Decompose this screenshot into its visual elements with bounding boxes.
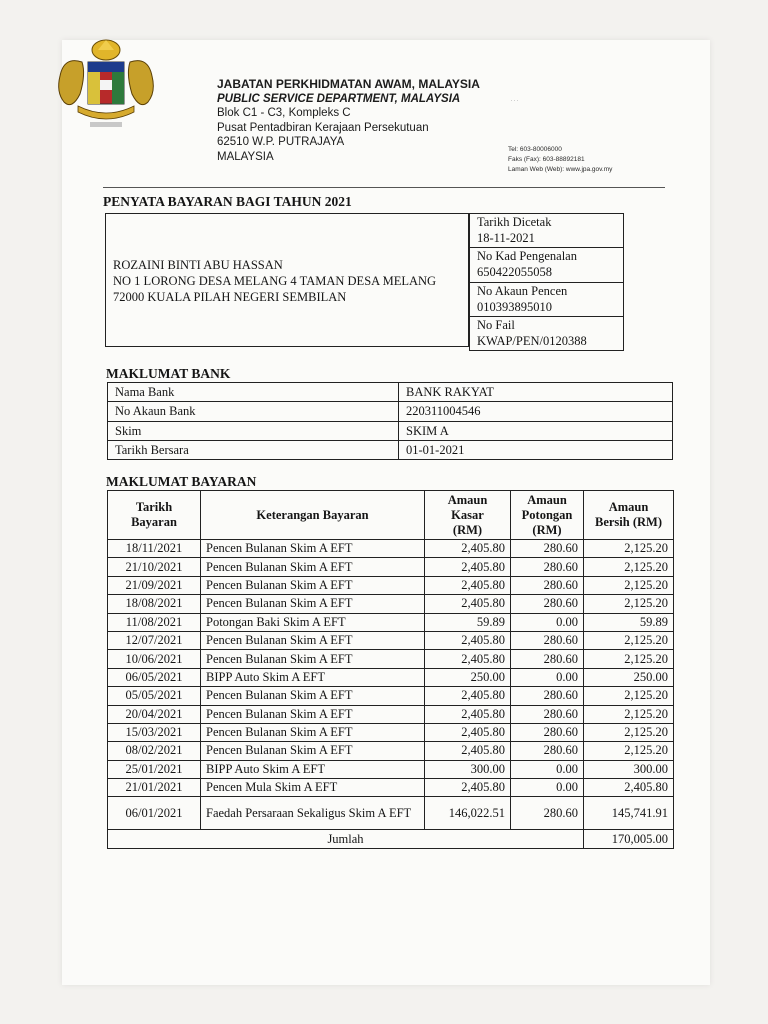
- header-description: Keterangan Bayaran: [201, 491, 425, 540]
- payment-date-cell: 20/04/2021: [108, 705, 201, 723]
- org-name-malay: JABATAN PERKHIDMATAN AWAM, MALAYSIA: [217, 77, 480, 91]
- bank-label: Tarikh Bersara: [108, 440, 399, 459]
- table-row: [108, 797, 674, 830]
- payment-deduction-cell: 0.00: [511, 760, 584, 778]
- table-row: [108, 687, 674, 705]
- payment-description-cell: Pencen Bulanan Skim A EFT: [201, 687, 425, 705]
- table-row: [108, 760, 674, 778]
- bank-info-table: [107, 382, 673, 460]
- payment-date-cell: 10/06/2021: [108, 650, 201, 668]
- organization-header: [217, 77, 480, 164]
- payment-description-cell: Pencen Bulanan Skim A EFT: [201, 650, 425, 668]
- payment-deduction-cell: 280.60: [511, 687, 584, 705]
- payment-description-cell: Pencen Mula Skim A EFT: [201, 779, 425, 797]
- payment-net-cell: 300.00: [584, 760, 674, 778]
- payment-date-cell: 08/02/2021: [108, 742, 201, 760]
- payment-gross-cell: 300.00: [425, 760, 511, 778]
- table-row: [108, 402, 673, 421]
- payment-deduction-cell: 280.60: [511, 742, 584, 760]
- meta-value: 18-11-2021: [477, 230, 535, 245]
- table-row: [108, 705, 674, 723]
- payment-date-cell: 06/01/2021: [108, 797, 201, 830]
- payment-gross-cell: 2,405.80: [425, 650, 511, 668]
- meta-file-number-cell: [470, 317, 624, 351]
- payment-table: [107, 490, 674, 849]
- meta-value: 650422055058: [477, 264, 552, 279]
- payment-gross-cell: 2,405.80: [425, 595, 511, 613]
- payment-description-cell: Pencen Bulanan Skim A EFT: [201, 558, 425, 576]
- payment-net-cell: 2,125.20: [584, 558, 674, 576]
- payment-deduction-cell: 280.60: [511, 797, 584, 830]
- payment-deduction-cell: 280.60: [511, 576, 584, 594]
- meta-label: No Fail: [477, 318, 515, 332]
- table-row: [108, 742, 674, 760]
- table-row: [108, 723, 674, 741]
- table-row: [108, 595, 674, 613]
- faint-bleed-text: ···: [510, 95, 519, 105]
- malaysia-coat-of-arms-icon: [54, 36, 158, 136]
- total-value: 170,005.00: [584, 830, 674, 849]
- bank-value: SKIM A: [399, 421, 673, 440]
- payment-date-cell: 21/09/2021: [108, 576, 201, 594]
- bank-label: Nama Bank: [108, 383, 399, 402]
- payment-gross-cell: 2,405.80: [425, 779, 511, 797]
- payment-net-cell: 2,125.20: [584, 687, 674, 705]
- statement-title: PENYATA BAYARAN BAGI TAHUN 2021: [103, 194, 352, 209]
- org-name-english: PUBLIC SERVICE DEPARTMENT, MALAYSIA: [217, 92, 461, 105]
- payment-gross-cell: 2,405.80: [425, 576, 511, 594]
- payment-date-cell: 11/08/2021: [108, 613, 201, 631]
- payment-date-cell: 06/05/2021: [108, 668, 201, 686]
- meta-label: No Akaun Pencen: [477, 284, 568, 298]
- payment-deduction-cell: 280.60: [511, 650, 584, 668]
- statement-meta-table: [469, 213, 624, 351]
- bank-value: 01-01-2021: [399, 440, 673, 459]
- payment-gross-cell: 2,405.80: [425, 742, 511, 760]
- payment-description-cell: Pencen Bulanan Skim A EFT: [201, 540, 425, 558]
- table-row: [108, 668, 674, 686]
- payment-description-cell: Faedah Persaraan Sekaligus Skim A EFT: [201, 797, 425, 830]
- org-fax: Faks (Fax): 603-88892181: [508, 156, 585, 163]
- payment-description-cell: Pencen Bulanan Skim A EFT: [201, 595, 425, 613]
- payment-description-cell: Pencen Bulanan Skim A EFT: [201, 742, 425, 760]
- payment-date-cell: 21/10/2021: [108, 558, 201, 576]
- bank-label: No Akaun Bank: [108, 402, 399, 421]
- payment-date-cell: 21/01/2021: [108, 779, 201, 797]
- org-address-line: Blok C1 - C3, Kompleks C: [217, 107, 351, 119]
- payment-deduction-cell: 280.60: [511, 705, 584, 723]
- payment-gross-cell: 2,405.80: [425, 631, 511, 649]
- payment-deduction-cell: 0.00: [511, 779, 584, 797]
- org-address-line: MALAYSIA: [217, 150, 274, 163]
- payment-date-cell: 18/11/2021: [108, 540, 201, 558]
- payment-description-cell: Pencen Bulanan Skim A EFT: [201, 723, 425, 741]
- bank-value: 220311004546: [399, 402, 673, 421]
- payment-deduction-cell: 280.60: [511, 595, 584, 613]
- table-row: [108, 576, 674, 594]
- payment-date-cell: 05/05/2021: [108, 687, 201, 705]
- header-net: Amaun Bersih (RM): [584, 491, 674, 540]
- table-row: [108, 440, 673, 459]
- org-contact: [508, 145, 612, 175]
- recipient-address-line: NO 1 LORONG DESA MELANG 4 TAMAN DESA MELANG: [113, 274, 437, 288]
- payment-net-cell: 145,741.91: [584, 797, 674, 830]
- payment-description-cell: BIPP Auto Skim A EFT: [201, 668, 425, 686]
- meta-label: No Kad Pengenalan: [477, 249, 577, 263]
- payment-gross-cell: 2,405.80: [425, 723, 511, 741]
- payment-net-cell: 2,125.20: [584, 576, 674, 594]
- payment-net-cell: 2,125.20: [584, 595, 674, 613]
- table-row: [108, 540, 674, 558]
- org-tel: Tel: 603-80006000: [508, 146, 562, 153]
- payment-net-cell: 2,405.80: [584, 779, 674, 797]
- header-date: Tarikh Bayaran: [108, 491, 201, 540]
- meta-value: KWAP/PEN/0120388: [477, 333, 587, 348]
- payment-description-cell: BIPP Auto Skim A EFT: [201, 760, 425, 778]
- table-row: [108, 421, 673, 440]
- payment-date-cell: 25/01/2021: [108, 760, 201, 778]
- payment-description-cell: Potongan Baki Skim A EFT: [201, 613, 425, 631]
- meta-ic-number-cell: [470, 248, 624, 283]
- table-row: [108, 779, 674, 797]
- payment-header-row: [108, 491, 674, 540]
- payment-gross-cell: 2,405.80: [425, 558, 511, 576]
- meta-value: 010393895010: [477, 299, 552, 314]
- payment-gross-cell: 146,022.51: [425, 797, 511, 830]
- bank-value: BANK RAKYAT: [399, 383, 673, 402]
- payment-gross-cell: 250.00: [425, 668, 511, 686]
- payment-deduction-cell: 280.60: [511, 540, 584, 558]
- payment-gross-cell: 2,405.80: [425, 540, 511, 558]
- table-row: [108, 558, 674, 576]
- bank-label: Skim: [108, 421, 399, 440]
- header-divider: [103, 187, 665, 188]
- payment-net-cell: 2,125.20: [584, 540, 674, 558]
- table-row: [108, 631, 674, 649]
- bank-section-title: MAKLUMAT BANK: [106, 366, 231, 381]
- payment-gross-cell: 59.89: [425, 613, 511, 631]
- table-row: [108, 383, 673, 402]
- payment-net-cell: 2,125.20: [584, 705, 674, 723]
- payment-rows: [108, 540, 674, 830]
- table-row: [108, 613, 674, 631]
- recipient-box: [105, 213, 469, 347]
- payment-net-cell: 2,125.20: [584, 631, 674, 649]
- payment-deduction-cell: 0.00: [511, 613, 584, 631]
- org-website: Laman Web (Web): www.jpa.gov.my: [508, 166, 613, 173]
- payment-date-cell: 15/03/2021: [108, 723, 201, 741]
- payment-deduction-cell: 280.60: [511, 631, 584, 649]
- org-address-line: Pusat Pentadbiran Kerajaan Persekutuan: [217, 121, 429, 134]
- payment-description-cell: Pencen Bulanan Skim A EFT: [201, 705, 425, 723]
- payment-net-cell: 59.89: [584, 613, 674, 631]
- payment-date-cell: 18/08/2021: [108, 595, 201, 613]
- meta-label: Tarikh Dicetak: [477, 215, 552, 229]
- table-row: [108, 650, 674, 668]
- header-gross: Amaun Kasar (RM): [425, 491, 511, 540]
- meta-print-date-cell: [470, 214, 624, 248]
- payment-net-cell: 2,125.20: [584, 650, 674, 668]
- org-address-line: 62510 W.P. PUTRAJAYA: [217, 136, 345, 148]
- payment-deduction-cell: 0.00: [511, 668, 584, 686]
- payment-net-cell: 250.00: [584, 668, 674, 686]
- meta-pension-account-cell: [470, 283, 624, 317]
- payment-deduction-cell: 280.60: [511, 723, 584, 741]
- payment-deduction-cell: 280.60: [511, 558, 584, 576]
- payment-gross-cell: 2,405.80: [425, 705, 511, 723]
- payment-total-row: [108, 830, 674, 849]
- header-deduction: Amaun Potongan (RM): [511, 491, 584, 540]
- recipient-address-line: 72000 KUALA PILAH NEGERI SEMBILAN: [113, 290, 347, 304]
- payment-gross-cell: 2,405.80: [425, 687, 511, 705]
- payment-description-cell: Pencen Bulanan Skim A EFT: [201, 576, 425, 594]
- recipient-name: ROZAINI BINTI ABU HASSAN: [113, 258, 283, 272]
- payment-net-cell: 2,125.20: [584, 723, 674, 741]
- payment-date-cell: 12/07/2021: [108, 631, 201, 649]
- total-label: Jumlah: [108, 830, 584, 849]
- payment-net-cell: 2,125.20: [584, 742, 674, 760]
- payment-section-title: MAKLUMAT BAYARAN: [106, 474, 257, 489]
- payment-description-cell: Pencen Bulanan Skim A EFT: [201, 631, 425, 649]
